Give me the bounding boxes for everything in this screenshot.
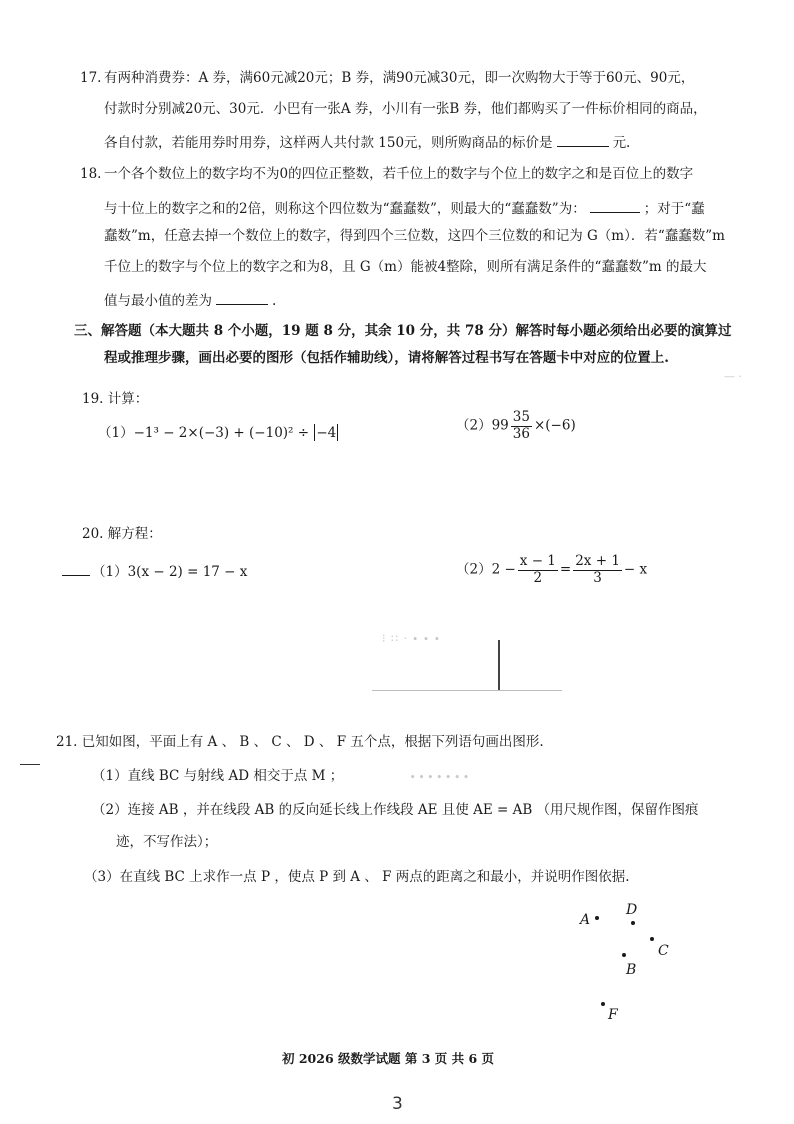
q19-title: 19. 计算： — [82, 391, 149, 407]
point-b-label: B — [626, 962, 637, 978]
q20-p2-f1-numerator: x − 1 — [519, 553, 556, 569]
q19-p1-expression: −1³ − 2×(−3) + (−10)² ÷ — [133, 425, 314, 441]
q21-part3: （3）在直线 BC 上求作一点 P ，使点 P 到 A 、 F 两点的距离之和最小，并说明作图依据. — [84, 869, 630, 885]
q20-p2-label: （2） — [456, 561, 492, 578]
q20-margin-mark — [62, 575, 90, 576]
q19-p2-fraction — [511, 410, 532, 442]
point-a-label: A — [580, 912, 591, 928]
q20-p2-f2-denominator: 3 — [593, 569, 602, 586]
q18-line5-text: 值与最小值的差为 — [104, 293, 212, 309]
q17-line3 — [104, 134, 630, 151]
q17-line3-text: 各自付款，若能用券时用券，这样两人共付款 150元，则所购商品的标价是 — [104, 135, 553, 151]
point-b-dot — [622, 953, 626, 957]
scan-smudge: — · — [724, 370, 742, 383]
q19-p2-whole: 99 — [491, 417, 509, 434]
q18-line3: 蠢数”m，任意去掉一个数位上的数字，得到四个三位数，这四个三位数的和记为 G（m）．若“蠢蠢数”m — [104, 228, 725, 244]
q18-line5-end: . — [272, 293, 277, 309]
q19-p2-label: （2） — [456, 417, 492, 434]
q20-p2-f2-numerator: 2x + 1 — [575, 553, 620, 569]
q18-answer-blank-2[interactable] — [216, 292, 268, 305]
q19-p1-label: （1） — [98, 425, 134, 441]
q20-part1 — [62, 566, 247, 580]
section3-line2: 程或推理步骤，画出必要的图形（包括作辅助线），请将解答过程书写在答题卡中对应的位置上. — [104, 350, 669, 366]
scan-vertical-line — [498, 640, 500, 690]
q17-number: 17. — [80, 70, 102, 86]
q18-line2-text: 与十位上的数字之和的2倍，则称这个四位数为“蠢蠢数”，则最大的“蠢蠢数”为： — [104, 201, 586, 217]
q18-line5 — [104, 292, 276, 309]
q21-part2-line1: （2）连接 AB ，并在线段 AB 的反向延长线上作线段 AE 且使 AE = AB （用尺规作图，保留作图痕 — [92, 802, 699, 818]
point-c-dot — [650, 937, 654, 941]
q18-line1: 一个各个数位上的数字均不为0的四位正整数，若千位上的数字与个位上的数字之和是百位上的数字 — [104, 166, 694, 182]
q20-title: 20. 解方程： — [82, 526, 162, 542]
scan-horizontal-line — [372, 690, 562, 691]
scan-bleed-text-2: ∙ ∙ ∙ ∙ ∙ ∙ ∙ — [410, 770, 469, 783]
q18-answer-blank-1[interactable] — [590, 200, 640, 213]
q20-p2-fraction2 — [573, 554, 622, 586]
q20-part2 — [456, 554, 647, 586]
page-number: 3 — [392, 1094, 403, 1114]
point-f-label: F — [608, 1007, 618, 1023]
q19-p2-denominator: 36 — [512, 425, 530, 442]
q18-line2-end: ；对于“蠢 — [643, 201, 705, 217]
q20-p1-expression: 3(x − 2) = 17 − x — [127, 564, 248, 580]
q19-p2-rest: ×(−6) — [533, 417, 576, 434]
q19-part2 — [456, 410, 576, 442]
margin-dash — [20, 764, 40, 765]
point-f-dot — [601, 1002, 605, 1006]
q20-p2-f1-denominator: 2 — [533, 569, 543, 586]
q19-p1-abs-value: −4 — [316, 425, 337, 441]
section3-line1: 三、解答题（本大题共 8 个小题，19 题 8 分，其余 10 分，共 78 分）解答时每小题必须给出必要的演算过 — [74, 323, 732, 339]
q20-p2-equals: = — [559, 561, 572, 578]
point-c-label: C — [658, 943, 669, 959]
point-d-label: D — [626, 902, 638, 918]
q18-number: 18. — [80, 166, 102, 182]
q17-answer-blank[interactable] — [557, 134, 609, 147]
q20-p2-pre: 2 − — [491, 561, 516, 578]
q21-part1: （1）直线 BC 与射线 AD 相交于点 M ； — [92, 768, 344, 784]
q19-part1 — [98, 424, 339, 441]
q20-p2-post: − x — [623, 561, 648, 578]
scan-bleed-text: ⁝ ∷ · ∙ ∙ ∙ — [382, 632, 441, 645]
q19-p2-numerator: 35 — [512, 409, 530, 425]
q20-p2-fraction1 — [518, 554, 558, 586]
q18-line2 — [104, 200, 705, 217]
q17-line2: 付款时分别减20元、30元．小巴有一张A 券，小川有一张B 券，他们都购买了一件标价相同的商品， — [104, 101, 707, 117]
abs-bar-right — [337, 424, 338, 441]
point-d-dot — [631, 921, 635, 925]
q20-p1-label: （1） — [92, 564, 128, 580]
q17-line3-end: 元. — [612, 135, 631, 151]
q21-part2-line2: 迹，不写作法）； — [116, 834, 218, 850]
q17-line1: 有两种消费券：A 券，满60元减20元；B 券，满90元减30元，即一次购物大于等于60元、90元， — [104, 70, 695, 86]
point-a-dot — [595, 916, 599, 920]
q18-line4: 千位上的数字与个位上的数字之和为8，且 G（m）能被4整除，则所有满足条件的“蠢蠢数”m 的最大 — [104, 259, 707, 275]
footer-title: 初 2026 级数学试题 第 3 页 共 6 页 — [282, 1051, 494, 1066]
q21-line1: 21. 已知如图，平面上有 A 、 B 、 C 、 D 、 F 五个点，根据下列语句画出图形. — [56, 734, 544, 750]
